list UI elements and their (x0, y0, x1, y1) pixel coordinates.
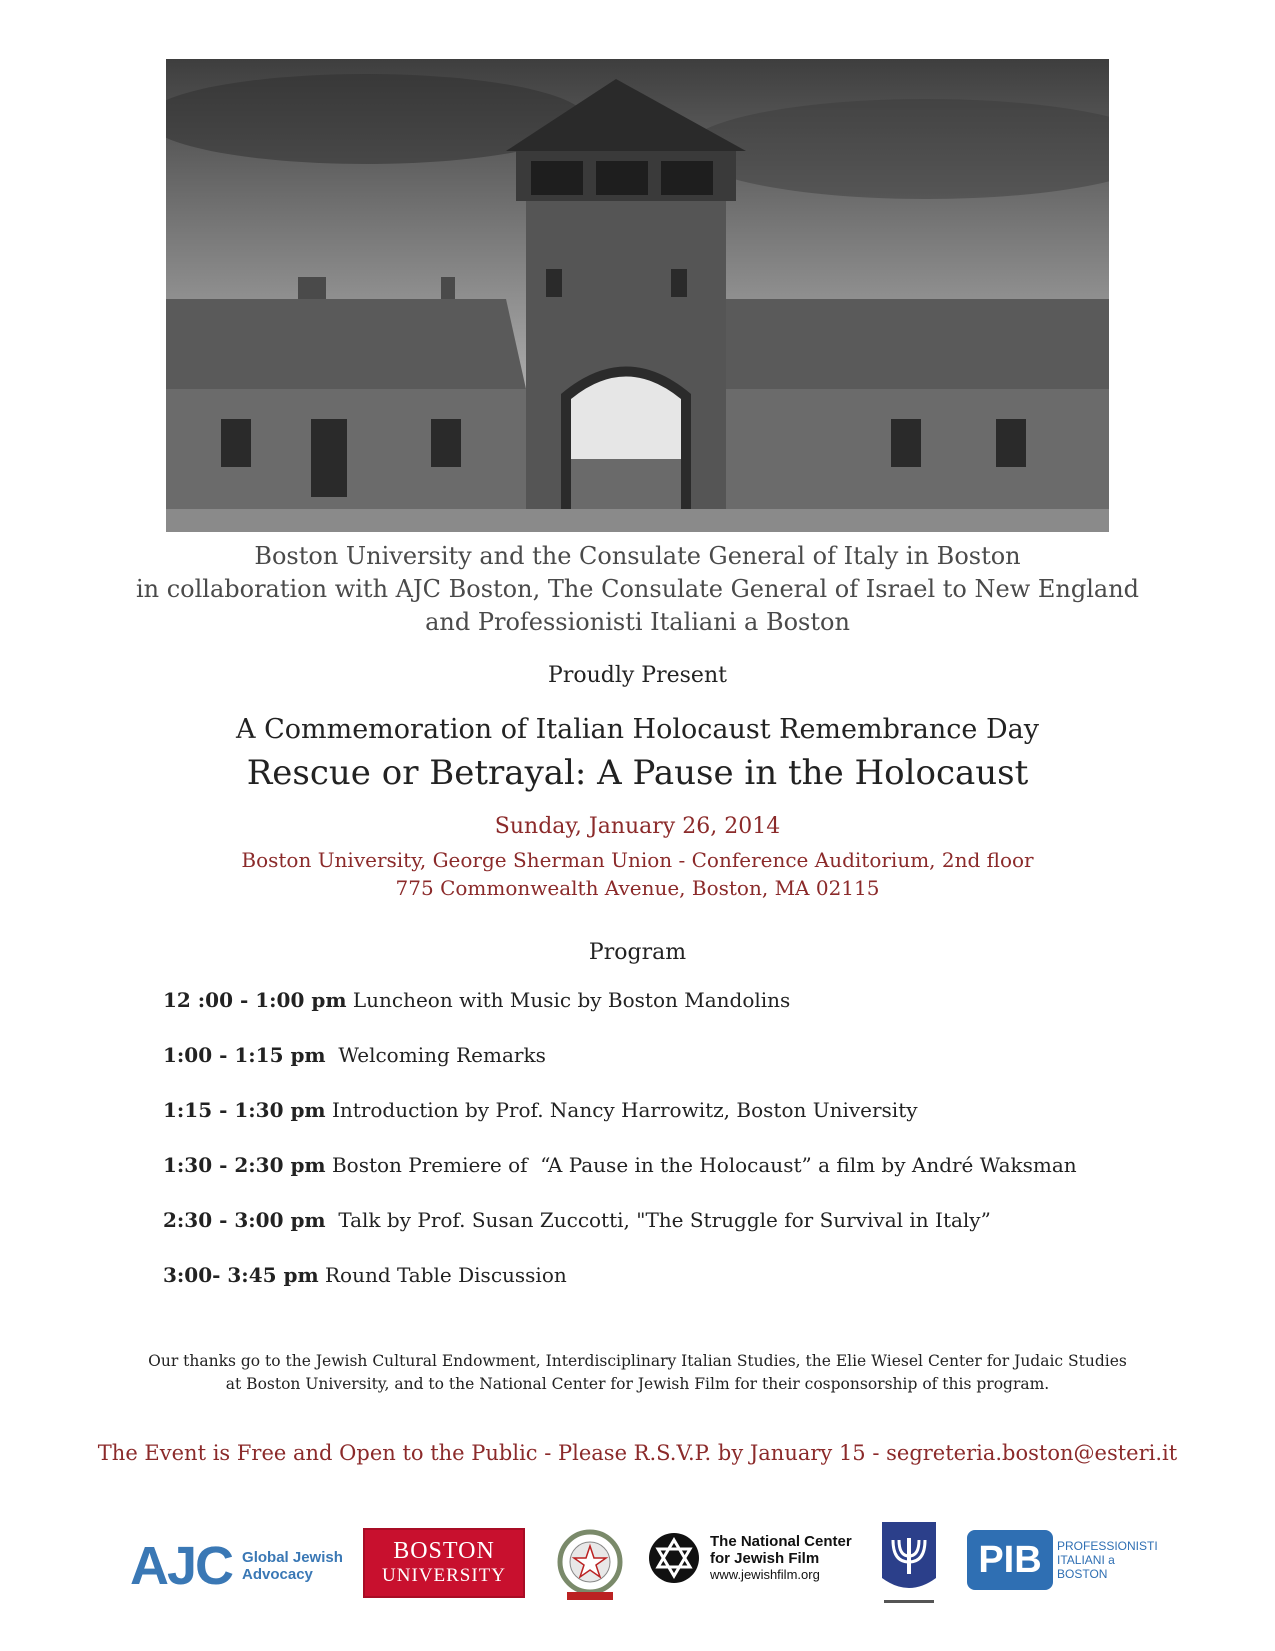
event-subtitle: A Commemoration of Italian Holocaust Remembrance Day (236, 714, 1039, 745)
program-desc: Boston Premiere of “A Pause in the Holocaust” a film by André Waksman (325, 1153, 1077, 1177)
program-time: 1:15 - 1:30 pm (163, 1098, 326, 1122)
header-photo (166, 59, 1109, 532)
camp-gate-photo (166, 59, 1109, 532)
event-venue (0, 846, 1275, 902)
israel-consulate-emblem-icon (878, 1518, 940, 1610)
pib-names (1057, 1539, 1157, 1581)
program-time: 1:30 - 2:30 pm (163, 1153, 326, 1177)
program-item (163, 1098, 1163, 1153)
ajc-tag-line: Advocacy (242, 1566, 313, 1583)
program-item (163, 1043, 1163, 1098)
program-time: 3:00- 3:45 pm (163, 1263, 319, 1287)
program-desc: Welcoming Remarks (325, 1043, 546, 1067)
program-time: 12 :00 - 1:00 pm (163, 988, 347, 1012)
ajc-logo (130, 1535, 352, 1597)
bu-line: BOSTON (393, 1538, 495, 1564)
program-item (163, 988, 1163, 1043)
presenters-line: in collaboration with AJC Boston, The Consulate General of Israel to New England (135, 575, 1140, 603)
bu-line: UNIVERSITY (382, 1565, 506, 1586)
professionisti-italiani-boston-logo (967, 1530, 1157, 1590)
ncjf-line: The National Center (710, 1533, 852, 1550)
pib-line: BOSTON (1057, 1567, 1108, 1581)
ncjf-text (710, 1533, 852, 1583)
rsvp-notice: The Event is Free and Open to the Public - Please R.S.V.P. by January 15 - segreteria.boston@esteri.it (97, 1441, 1178, 1465)
thanks-line: at Boston University, and to the National Center for Jewish Film for their cosponsorship of this program. (225, 1375, 1050, 1393)
ncjf-url: www.jewishfilm.org (710, 1567, 820, 1582)
program-time: 2:30 - 3:00 pm (163, 1208, 326, 1232)
national-center-jewish-film-logo (648, 1532, 852, 1584)
program-desc: Round Table Discussion (318, 1263, 567, 1287)
ajc-tagline (242, 1549, 352, 1583)
program-desc: Introduction by Prof. Nancy Harrowitz, Boston University (325, 1098, 918, 1122)
venue-line: 775 Commonwealth Avenue, Boston, MA 02115 (395, 876, 880, 900)
sponsor-logos (0, 1510, 1275, 1620)
star-of-david-icon (648, 1532, 700, 1584)
program-schedule (163, 988, 1163, 1318)
thanks-line: Our thanks go to the Jewish Cultural Endowment, Interdisciplinary Italian Studies, the Elie Wiesel Center for Judaic Studies (148, 1352, 1127, 1370)
program-time: 1:00 - 1:15 pm (163, 1043, 326, 1067)
program-item (163, 1153, 1163, 1208)
presenters-line: Boston University and the Consulate General of Italy in Boston (254, 542, 1021, 570)
boston-university-logo (363, 1528, 525, 1598)
pib-line: ITALIANI a (1057, 1553, 1115, 1567)
italian-republic-emblem-icon (555, 1522, 625, 1604)
ajc-mark: AJC (130, 1536, 233, 1596)
venue-line: Boston University, George Sherman Union - Conference Auditorium, 2nd floor (241, 848, 1034, 872)
program-item (163, 1263, 1163, 1318)
pib-mark: PIB (967, 1530, 1053, 1590)
event-date: Sunday, January 26, 2014 (494, 814, 781, 839)
ncjf-line: for Jewish Film (710, 1550, 820, 1567)
event-title: Rescue or Betrayal: A Pause in the Holocaust (246, 753, 1029, 793)
program-heading: Program (588, 940, 687, 965)
program-item (163, 1208, 1163, 1263)
presenters-block (0, 540, 1275, 639)
presenters-line: and Professionisti Italiani a Boston (425, 608, 850, 636)
program-desc: Talk by Prof. Susan Zuccotti, "The Struggle for Survival in Italy” (325, 1208, 991, 1232)
ajc-tag-line: Global Jewish (242, 1549, 343, 1566)
pib-line: PROFESSIONISTI (1057, 1539, 1158, 1553)
program-desc: Luncheon with Music by Boston Mandolins (346, 988, 791, 1012)
proudly-present: Proudly Present (548, 663, 727, 688)
acknowledgements (0, 1350, 1275, 1396)
